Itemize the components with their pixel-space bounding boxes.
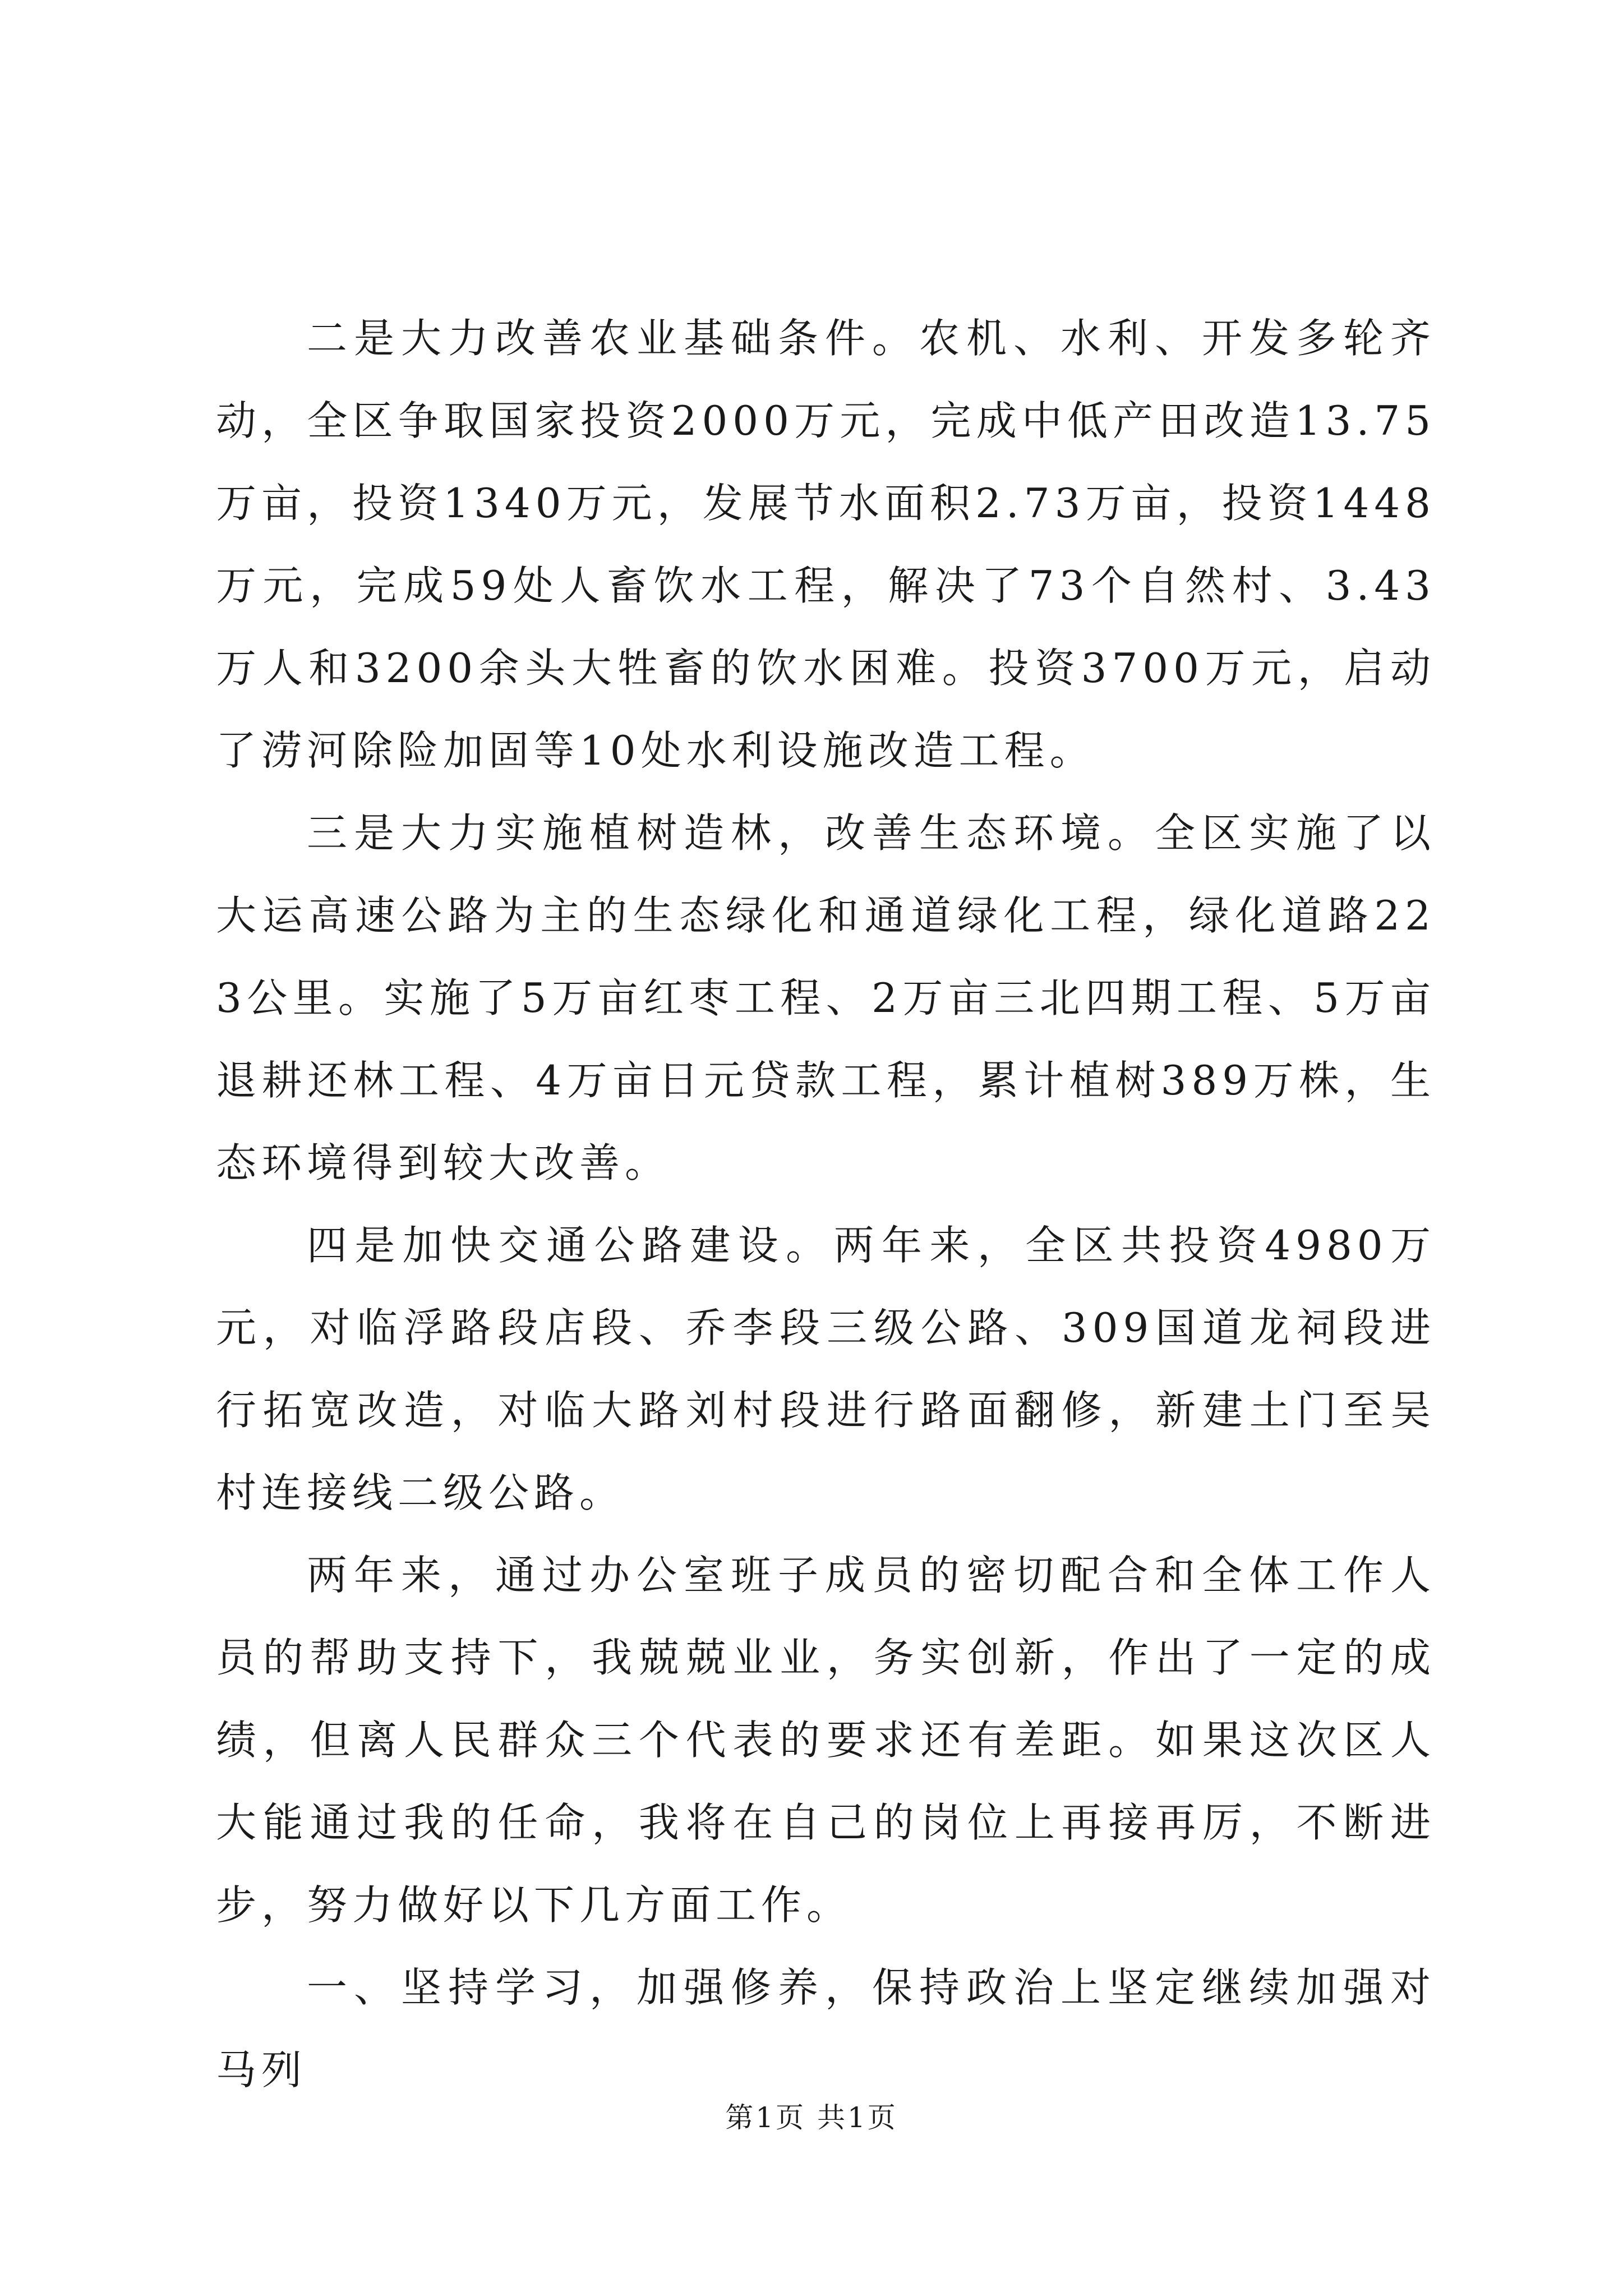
paragraph-road-construction: 四是加快交通公路建设。两年来，全区共投资4980万元，对临浮路段店段、乔李段三级公路、309国道龙祠段进行拓宽改造，对临大路刘村段进行路面翻修，新建土门至吴村连接线二级公路。 [216,1222,1436,1516]
paragraph-afforestation: 三是大力实施植树造林，改善生态环境。全区实施了以大运高速公路为主的生态绿化和通道绿化工程，绿化道路223公里。实施了5万亩红枣工程、2万亩三北四期工程、5万亩退耕还林工程、4万亩日元贷款工程，累计植树389万株，生态环境得到较大改善。 [216,809,1436,1186]
paragraph-summary-commitment: 两年来，通过办公室班子成员的密切配合和全体工作人员的帮助支持下，我兢兢业业，务实创新，作出了一定的成绩，但离人民群众三个代表的要求还有差距。如果这次区人大能通过我的任命，我将在自己的岗位上再接再厉，不断进步，努力做好以下几方面工作。 [216,1552,1436,1929]
document-body [216,297,1436,2111]
page-footer: 第1页 共1页 [725,2101,898,2134]
paragraph-study-cultivation: 一、坚持学习，加强修养，保持政治上坚定继续加强对马列 [216,1964,1436,2093]
paragraph-agriculture-infrastructure: 二是大力改善农业基础条件。农机、水利、开发多轮齐动，全区争取国家投资2000万元，完成中低产田改造13.75万亩，投资1340万元，发展节水面积2.73万亩，投资1448万元，完成59处人畜饮水工程，解决了73个自然村、3.43万人和3200余头大牲畜的饮水困难。投资3700万元，启动了涝河除险加固等10处水利设施改造工程。 [216,315,1436,774]
